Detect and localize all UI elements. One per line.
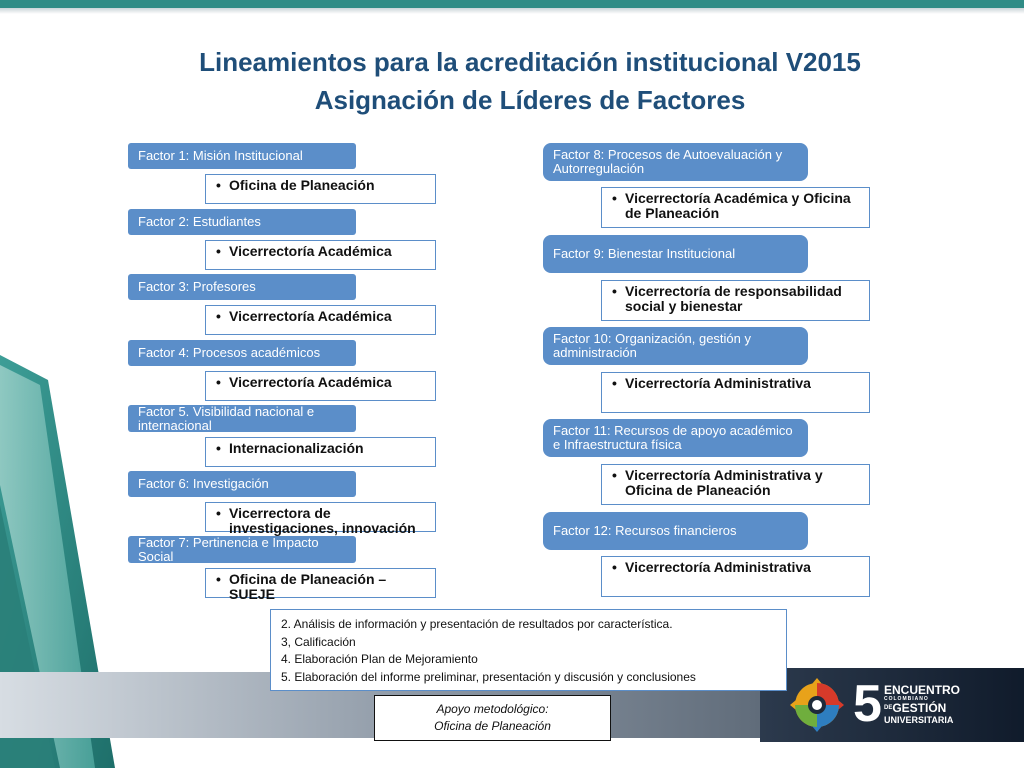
factor-4-box (128, 340, 356, 366)
factor-12-box (543, 512, 808, 550)
leader-2-box (205, 240, 436, 270)
factor-label: Factor 7: Pertinencia e Impacto Social (138, 535, 319, 564)
leader-label: Vicerrectoría Administrativa (625, 375, 811, 391)
top-accent-bar (0, 0, 1024, 8)
leader-4-box (205, 371, 436, 401)
factor-11-box (543, 419, 808, 457)
factor-label: Factor 11: Recursos de apoyo académico e Infraestructura física (553, 423, 793, 452)
factor-3-box (128, 274, 356, 300)
factor-label: Factor 2: Estudiantes (138, 214, 261, 229)
leader-label: Oficina de Planeación – SUEJE (229, 571, 387, 602)
leader-label: Vicerrectoría Administrativa (625, 559, 811, 575)
bullet-icon: • (612, 375, 617, 391)
factor-8-box (543, 143, 808, 181)
step-item: 2. Análisis de información y presentación de resultados por característica. (281, 617, 673, 631)
bullet-icon: • (216, 243, 221, 259)
leader-label: Internacionalización (229, 440, 364, 456)
factor-1-box (128, 143, 356, 169)
step-item: 4. Elaboración Plan de Mejoramiento (281, 652, 478, 666)
factor-label: Factor 9: Bienestar Institucional (553, 246, 736, 261)
leader-label: Vicerrectoría Administrativa y Oficina de Planeación (625, 467, 823, 498)
factor-10-box (543, 327, 808, 365)
logo-line1: ENCUENTRO (884, 683, 961, 697)
apoyo-box (374, 695, 611, 741)
factor-label: Factor 1: Misión Institucional (138, 148, 303, 163)
logo-line2: COLOMBIANO (884, 696, 929, 702)
factor-label: Factor 5. Visibilidad nacional e internacional (138, 404, 315, 433)
factor-label: Factor 6: Investigación (138, 476, 269, 491)
bullet-icon: • (612, 190, 617, 206)
bullet-icon: • (612, 283, 617, 299)
bullet-icon: • (216, 308, 221, 324)
top-accent-shadow (0, 8, 1024, 14)
factor-label: Factor 8: Procesos de Autoevaluación y Autorregulación (553, 147, 783, 176)
leader-8-box (601, 187, 870, 228)
factor-7-box (128, 536, 356, 563)
logo-line3-main: GESTIÓN (892, 701, 947, 715)
leader-1-box (205, 174, 436, 204)
leader-3-box (205, 305, 436, 335)
leader-11-box (601, 464, 870, 505)
leader-5-box (205, 437, 436, 467)
leader-label: Vicerrectora de investigaciones, innovación (229, 505, 416, 536)
steps-box (270, 609, 787, 691)
leader-12-box (601, 556, 870, 597)
bullet-icon: • (216, 177, 221, 193)
factor-label: Factor 10: Organización, gestión y administración (553, 331, 751, 360)
page-subtitle: Asignación de Líderes de Factores (314, 85, 746, 115)
apoyo-label: Apoyo metodológico: (436, 702, 549, 716)
leader-label: Vicerrectoría Académica y Oficina de Planeación (625, 190, 851, 221)
leader-6-box (205, 502, 436, 536)
logo-line4: UNIVERSITARIA (884, 715, 954, 725)
bullet-icon: • (612, 559, 617, 575)
bullet-icon: • (216, 571, 221, 587)
leader-7-box (205, 568, 436, 602)
factor-5-box (128, 405, 356, 432)
leader-label: Vicerrectoría Académica (229, 243, 392, 259)
logo-line3-prefix: DE (884, 705, 893, 711)
leader-label: Oficina de Planeación (229, 177, 375, 193)
leader-10-box (601, 372, 870, 413)
factor-9-box (543, 235, 808, 273)
leader-label: Vicerrectoría de responsabilidad social y bienestar (625, 283, 842, 314)
leader-9-box (601, 280, 870, 321)
leader-label: Vicerrectoría Académica (229, 374, 392, 390)
apoyo-office: Oficina de Planeación (434, 719, 551, 733)
gear-logo-icon (786, 676, 848, 734)
step-item: 5. Elaboración del informe preliminar, presentación y discusión y conclusiones (281, 669, 696, 684)
factor-6-box (128, 471, 356, 497)
factor-2-box (128, 209, 356, 235)
logo-text (884, 684, 960, 725)
bullet-icon: • (612, 467, 617, 483)
page-title: Lineamientos para la acreditación institucional V2015 (199, 47, 861, 77)
factor-label: Factor 3: Profesores (138, 279, 256, 294)
logo-number: 5 (853, 675, 882, 733)
bullet-icon: • (216, 440, 221, 456)
bullet-icon: • (216, 374, 221, 390)
factor-label: Factor 4: Procesos académicos (138, 345, 321, 360)
bullet-icon: • (216, 505, 221, 521)
logo-line3 (884, 702, 960, 715)
step-item: 3, Calificación (281, 634, 356, 649)
factor-label: Factor 12: Recursos financieros (553, 523, 737, 538)
leader-label: Vicerrectoría Académica (229, 308, 392, 324)
